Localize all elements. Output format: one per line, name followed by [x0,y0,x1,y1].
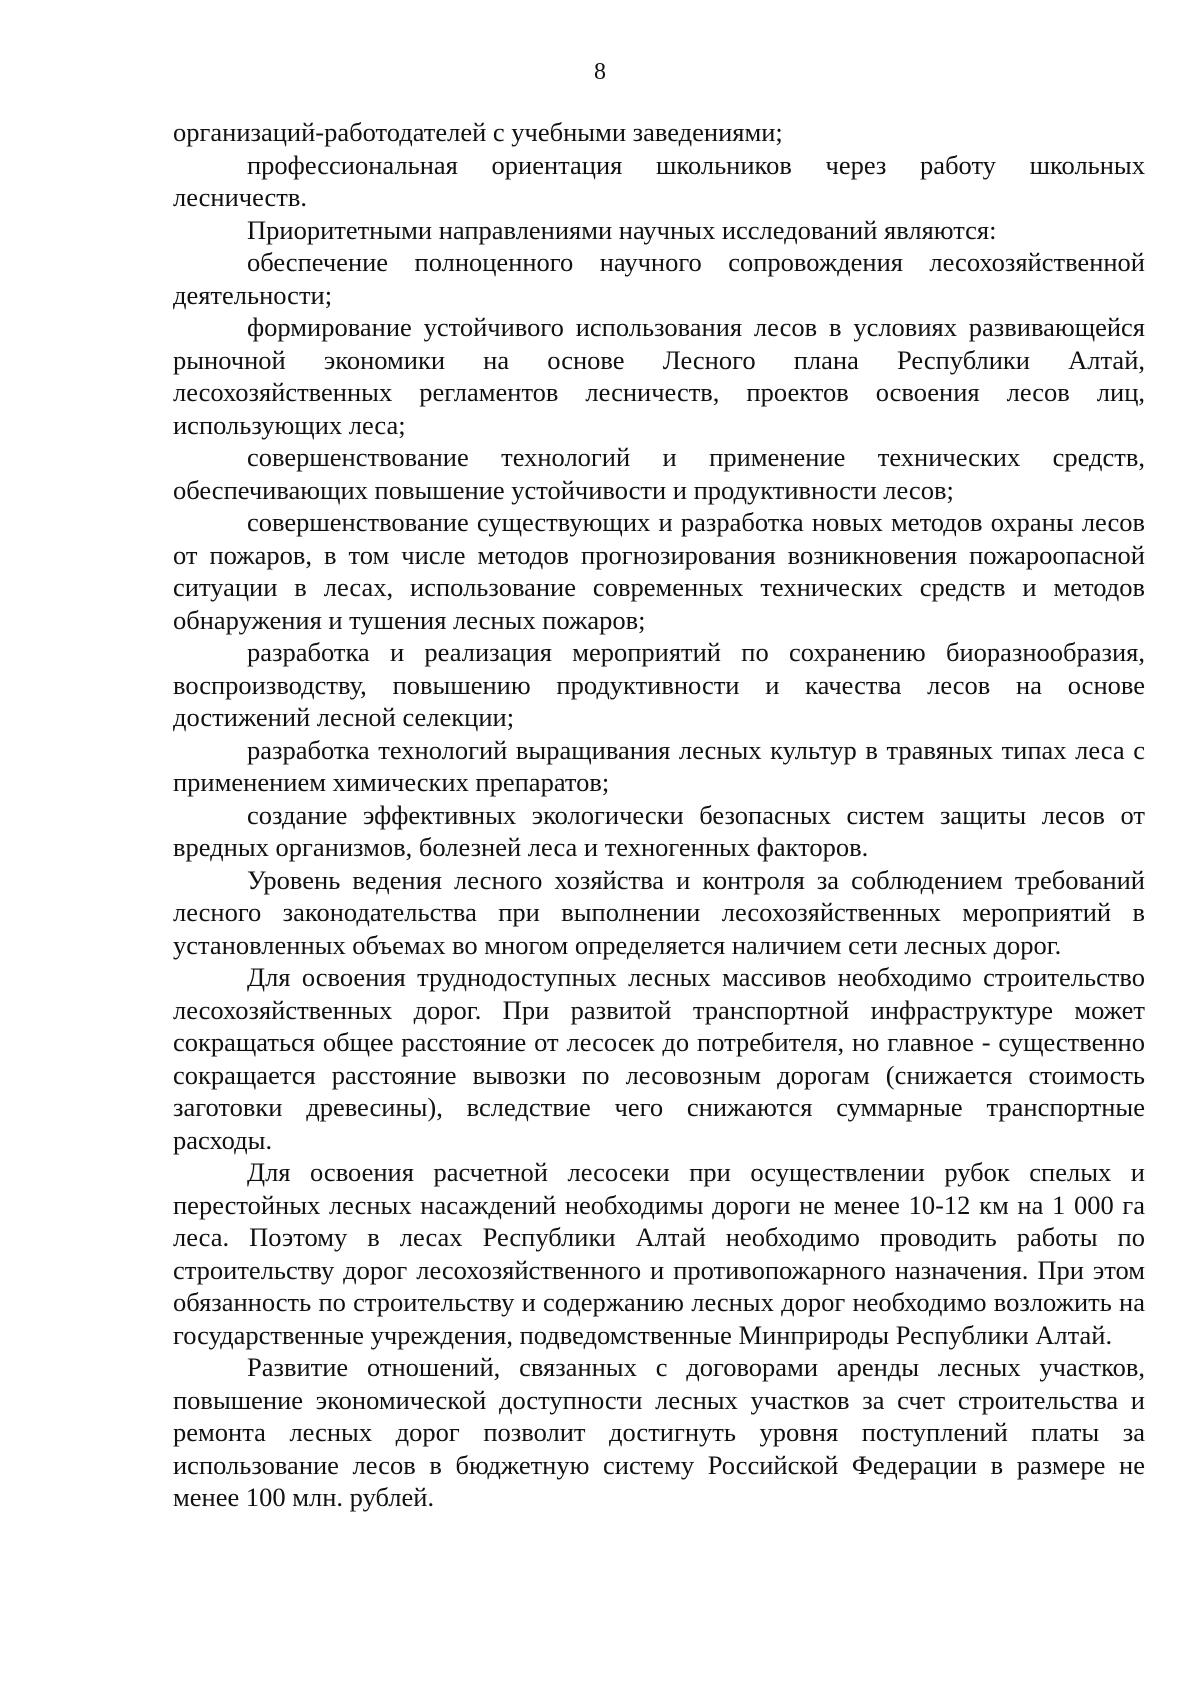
paragraph-sustainable-use: формирование устойчивого использования лесов в условиях развивающейся рыночной экономики на основе Лесного плана Республики Алтай, лесохозяйственных регламентов лесничеств, проектов освоения лесов лиц, использующих леса; [173,312,1145,440]
paragraph-biodiversity: разработка и реализация мероприятий по сохранению биоразнообразия, воспроизводству, повышению продуктивности и качества лесов на основе достижений лесной селекции; [173,637,1145,732]
paragraph-forest-roads-level: Уровень ведения лесного хозяйства и контроля за соблюдением требований лесного законодательства при выполнении лесохозяйственных мероприятий в установленных объемах во многом определяется наличием сети лесных дорог. [173,864,1145,960]
page-number: 8 [594,59,606,85]
paragraph-scientific-support: обеспечение полноценного научного сопровождения лесохозяйственной деятельности; [173,247,1145,310]
paragraph-road-density: Для освоения расчетной лесосеки при осуществлении рубок спелых и перестойных лесных насаждений необходимы дороги не менее 10-12 км на 1 000 га леса. Поэтому в лесах Республики Алтай необходимо проводить работы по строительству дорог лесохозяйственного и противопожарного назначения. При этом обязанность по строительству и содержанию лесных дорог необходимо возложить на государственные учреждения, подведомственные Минприроды Республики Алтай. [173,1157,1145,1350]
paragraph-career-guidance: профессиональная ориентация школьников через работу школьных лесничеств. [173,149,1145,212]
paragraph-protection-systems: создание эффективных экологически безопасных систем защиты лесов от вредных организмов, болезней леса и техногенных факторов. [173,799,1145,862]
paragraph-fire-protection: совершенствование существующих и разработка новых методов охраны лесов от пожаров, в том числе методов прогнозирования возникновения пожароопасной ситуации в лесах, использование современных технических средств и методов обнаружения и тушения лесных пожаров; [173,507,1145,635]
document-body [173,116,1145,1514]
paragraph-road-construction: Для освоения труднодоступных лесных массивов необходимо строительство лесохозяйственных дорог. При развитой транспортной инфраструктуре может сокращаться общее расстояние от лесосек до потребителя, но главное - существенно сокращается расстояние вывозки по лесовозным дорогам (снижается стоимость заготовки древесины), вследствие чего снижаются суммарные транспортные расходы. [173,962,1145,1155]
paragraph-research-priorities-intro: Приоритетными направлениями научных исследований являются: [247,214,997,245]
paragraph-continuation: организаций-работодателей с учебными заведениями; [173,117,783,147]
paragraph-technologies: совершенствование технологий и применение технических средств, обеспечивающих повышение устойчивости и продуктивности лесов; [173,442,1145,505]
paragraph-forest-cultures: разработка технологий выращивания лесных культур в травяных типах леса с применением химических препаратов; [173,734,1145,797]
paragraph-lease-revenue: Развитие отношений, связанных с договорами аренды лесных участков, повышение экономической доступности лесных участков за счет строительства и ремонта лесных дорог позволит достигнуть уровня поступлений платы за использование лесов в бюджетную систему Российской Федерации в размере не менее 100 млн. рублей. [173,1352,1145,1512]
